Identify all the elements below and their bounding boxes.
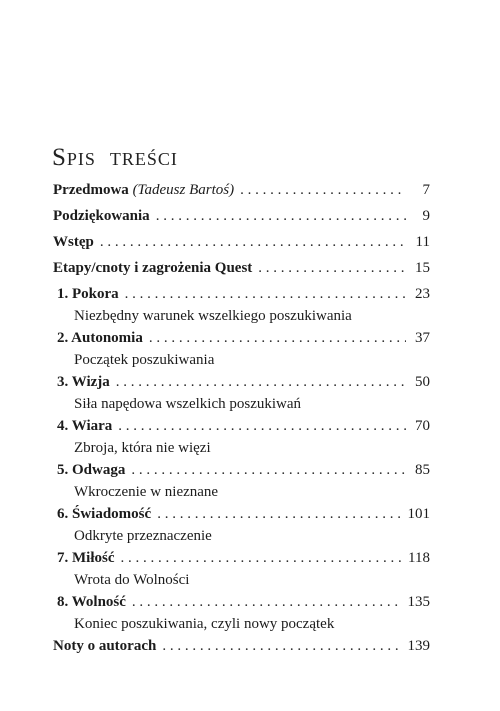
toc-entry-label: Noty o autorach	[53, 638, 157, 654]
dot-leader	[162, 637, 401, 656]
toc-chapter-label: 2. Autonomia	[57, 330, 143, 346]
toc-chapter-7	[57, 549, 430, 590]
toc-chapter-subtitle: Początek poszukiwania	[74, 352, 215, 368]
toc-chapter-label: 4. Wiara	[57, 418, 113, 434]
dot-leader	[156, 207, 406, 226]
toc-entry-label: Wstęp	[53, 234, 94, 250]
dot-leader	[125, 285, 406, 304]
toc-page-number: 11	[415, 234, 430, 250]
dot-leader	[118, 417, 406, 436]
toc-entry-label: Etapy/cnoty i zagrożenia Quest	[53, 260, 253, 276]
dot-leader	[116, 373, 406, 392]
toc-entry-stages	[53, 259, 430, 278]
toc-chapter-label: 5. Odwaga	[57, 462, 126, 478]
toc-chapter-3	[57, 373, 430, 414]
toc-page-number: 118	[408, 550, 430, 566]
toc-chapter-label: 7. Miłość	[57, 550, 115, 566]
toc-chapter-5	[57, 461, 430, 502]
toc-chapter-1	[57, 285, 430, 326]
page-title	[52, 140, 178, 176]
toc-page-number: 37	[415, 330, 430, 346]
toc-chapter-label: 8. Wolność	[57, 594, 126, 610]
toc-page-number: 139	[407, 638, 430, 654]
toc-chapter-8	[57, 593, 430, 634]
title-word-2: treści	[109, 144, 178, 171]
toc-page-number: 9	[422, 208, 430, 224]
dot-leader	[121, 549, 403, 568]
toc-page-number: 15	[415, 260, 430, 276]
toc-chapter-subtitle: Wkroczenie w nieznane	[74, 484, 219, 500]
toc-page-number: 70	[415, 418, 430, 434]
dot-leader	[100, 233, 406, 252]
dot-leader	[149, 329, 406, 348]
toc-page-number: 135	[407, 594, 430, 610]
toc-page-number: 50	[415, 374, 430, 390]
toc-chapter-subtitle: Zbroja, która nie więzi	[74, 440, 211, 456]
toc-chapter-6	[57, 505, 430, 546]
toc-chapter-subtitle: Wrota do Wolności	[74, 572, 190, 588]
toc-chapter-subtitle: Odkryte przeznaczenie	[74, 528, 212, 544]
toc-entry-preface	[53, 181, 430, 200]
toc-page-number: 7	[422, 182, 430, 198]
toc-entry-label: Przedmowa (Tadeusz Bartoś)	[53, 182, 235, 198]
dot-leader	[240, 181, 406, 200]
title-word-1: Spis	[52, 144, 96, 171]
toc-page-number: 85	[415, 462, 430, 478]
dot-leader	[157, 505, 401, 524]
toc-chapter-label: 6. Świadomość	[57, 506, 152, 522]
toc-entry-acknowledgements	[53, 207, 430, 226]
dot-leader	[132, 593, 402, 612]
toc-entry-intro	[53, 233, 430, 252]
toc-chapter-label: 1. Pokora	[57, 286, 119, 302]
toc-chapter-subtitle: Koniec poszukiwania, czyli nowy początek	[74, 616, 335, 632]
toc-chapter-label: 3. Wizja	[57, 374, 110, 390]
dot-leader	[131, 461, 406, 480]
toc-page-number: 23	[415, 286, 430, 302]
toc-entry-author: (Tadeusz Bartoś)	[132, 182, 235, 198]
toc-entry-authors	[53, 637, 430, 656]
toc-chapter-subtitle: Niezbędny warunek wszelkiego poszukiwania	[74, 308, 352, 324]
toc-entry-label: Podziękowania	[53, 208, 150, 224]
toc-chapter-subtitle: Siła napędowa wszelkich poszukiwań	[74, 396, 302, 412]
toc-page-number: 101	[407, 506, 430, 522]
toc-chapter-4	[57, 417, 430, 458]
dot-leader	[258, 259, 406, 278]
toc-chapter-2	[57, 329, 430, 370]
